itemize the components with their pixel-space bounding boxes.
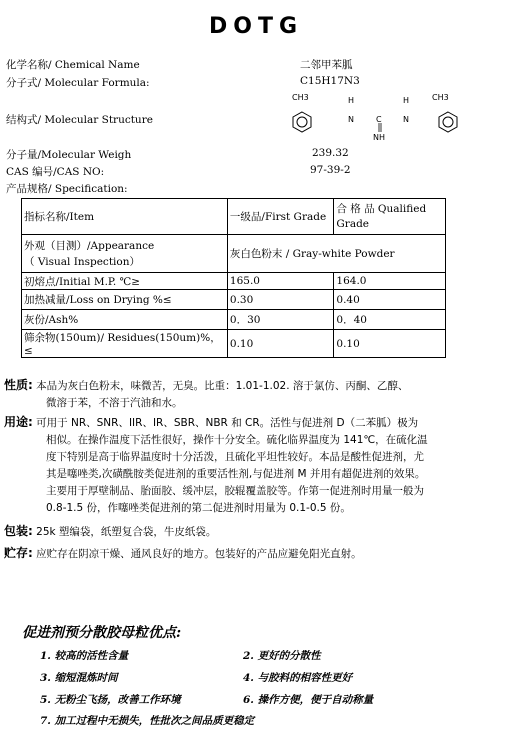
document-title: DOTG bbox=[208, 14, 304, 39]
usage-line-4: 其是噻唑类,次磺酰胺类促进剂的重要活性剂,与促进剂 M 并用有超促进剂的效果。 bbox=[46, 468, 426, 480]
advantage-item-5: 5. 无粉尘飞扬，改善工作环境 bbox=[40, 694, 181, 706]
cas-value: 97-39-2 bbox=[310, 164, 351, 176]
packaging-label: 包装: bbox=[4, 524, 33, 538]
weight-value: 239.32 bbox=[312, 147, 349, 159]
advantage-item-3: 3. 缩短混炼时间 bbox=[40, 672, 118, 684]
properties-text-1: 本品为灰白色粉末，味微苦，无臭。比重：1.01-1.02. 溶于氯仿、丙酮、乙醇、 bbox=[36, 380, 409, 392]
formula-value: C15H17N3 bbox=[300, 75, 360, 87]
cell-ash-qualified: 0．40 bbox=[334, 310, 446, 330]
ch3-left-text: CH3 bbox=[292, 93, 309, 102]
cell-residue-first: 0.10 bbox=[227, 330, 334, 358]
nh-text: NH bbox=[373, 133, 385, 142]
n-left-text: N bbox=[348, 115, 354, 124]
table-row bbox=[22, 273, 446, 290]
advantage-item-2: 2. 更好的分散性 bbox=[243, 650, 321, 662]
storage-label: 贮存: bbox=[4, 546, 33, 560]
table-row bbox=[22, 330, 446, 358]
specification-table bbox=[21, 198, 446, 358]
properties-section bbox=[4, 377, 504, 412]
advantage-item-7: 7. 加工过程中无损失，性批次之间品质更稳定 bbox=[40, 715, 255, 727]
benzene-ring-right-icon bbox=[439, 112, 457, 132]
packaging-section bbox=[4, 523, 509, 541]
table-row bbox=[22, 290, 446, 310]
cell-mp-item: 初熔点/Initial M.P. ℃≥ bbox=[22, 273, 228, 290]
usage-line-6: 0.8-1.5 份，作噻唑类促进剂的第二促进剂时用量为 0.1-0.5 份。 bbox=[46, 502, 351, 514]
chemical-name-value: 二邻甲苯胍 bbox=[300, 59, 353, 71]
storage-text: 应贮存在阴凉干燥、通风良好的地方。包装好的产品应避免阳光直射。 bbox=[36, 548, 362, 560]
h-left-text: H bbox=[348, 96, 355, 105]
usage-line-3: 度下特别是高于临界温度时十分活泼，且硫化平坦性较好。本品是酸性促进剂，尤 bbox=[46, 451, 424, 463]
properties-label: 性质: bbox=[4, 378, 33, 392]
cell-mp-qualified: 164.0 bbox=[334, 273, 446, 290]
h-right-text: H bbox=[403, 96, 410, 105]
cell-loss-item: 加热减量/Loss on Drying %≤ bbox=[22, 290, 228, 310]
header-first-grade: 一级品/First Grade bbox=[227, 199, 334, 235]
advantage-item-6: 6. 操作方便，便于自动称量 bbox=[243, 694, 374, 706]
weight-label: 分子量/Molecular Weigh bbox=[6, 149, 132, 161]
table-row bbox=[22, 310, 446, 330]
cell-ash-first: 0．30 bbox=[227, 310, 334, 330]
table-row bbox=[22, 235, 446, 273]
usage-line-5: 主要用于厚壁制品、胎面胶、缓冲层，胶辊覆盖胶等。作第一促进剂时用量一般为 bbox=[46, 485, 424, 497]
cell-residue-qualified: 0.10 bbox=[334, 330, 446, 358]
structure-label: 结构式/ Molecular Structure bbox=[6, 114, 153, 126]
header-qualified-grade: 合 格 品 Qualified Grade bbox=[334, 199, 446, 235]
usage-line-1: 可用于 NR、SNR、IIR、IR、SBR、NBR 和 CR。活性与促进剂 D（二苯胍）极为 bbox=[36, 417, 419, 429]
benzene-ring-left-icon bbox=[293, 112, 311, 132]
properties-text-2: 微溶于苯，不溶于汽油和水。 bbox=[46, 397, 183, 409]
cell-ash-item: 灰份/Ash% bbox=[22, 310, 228, 330]
ch3-right-text: CH3 bbox=[432, 93, 449, 102]
advantages-heading: 促进剂预分散胶母粒优点: bbox=[22, 625, 182, 641]
cell-residue-item: 筛余物(150um)/ Residues(150um)%，≤ bbox=[22, 330, 228, 358]
chemical-name-label: 化学名称/ Chemical Name bbox=[6, 59, 140, 71]
usage-section bbox=[4, 414, 509, 517]
usage-line-2: 相似。在操作温度下活性很好，操作十分安全。硫化临界温度为 141℃，在硫化温 bbox=[46, 434, 428, 446]
header-item: 指标名称/Item bbox=[22, 199, 228, 235]
packaging-text: 25k 塑编袋，纸塑复合袋，牛皮纸袋。 bbox=[36, 526, 217, 538]
c-mid-text: C bbox=[376, 115, 382, 124]
cell-mp-first: 165.0 bbox=[227, 273, 334, 290]
cell-loss-first: 0.30 bbox=[227, 290, 334, 310]
storage-section bbox=[4, 545, 509, 563]
advantage-item-1: 1. 较高的活性含量 bbox=[40, 650, 129, 662]
cell-appearance-value: 灰白色粉末 / Gray-white Powder bbox=[227, 235, 445, 273]
cas-label: CAS 编号/CAS NO: bbox=[6, 166, 105, 178]
n-right-text: N bbox=[403, 115, 409, 124]
table-header-row bbox=[22, 199, 446, 235]
cell-appearance-item: 外观（目测）/Appearance （ Visual Inspection） bbox=[22, 235, 228, 273]
spec-label: 产品规格/ Specification: bbox=[6, 183, 128, 195]
cell-loss-qualified: 0.40 bbox=[334, 290, 446, 310]
formula-label: 分子式/ Molecular Formula: bbox=[6, 77, 150, 89]
advantage-item-4: 4. 与胶料的相容性更好 bbox=[243, 672, 353, 684]
usage-label: 用途: bbox=[4, 415, 33, 429]
